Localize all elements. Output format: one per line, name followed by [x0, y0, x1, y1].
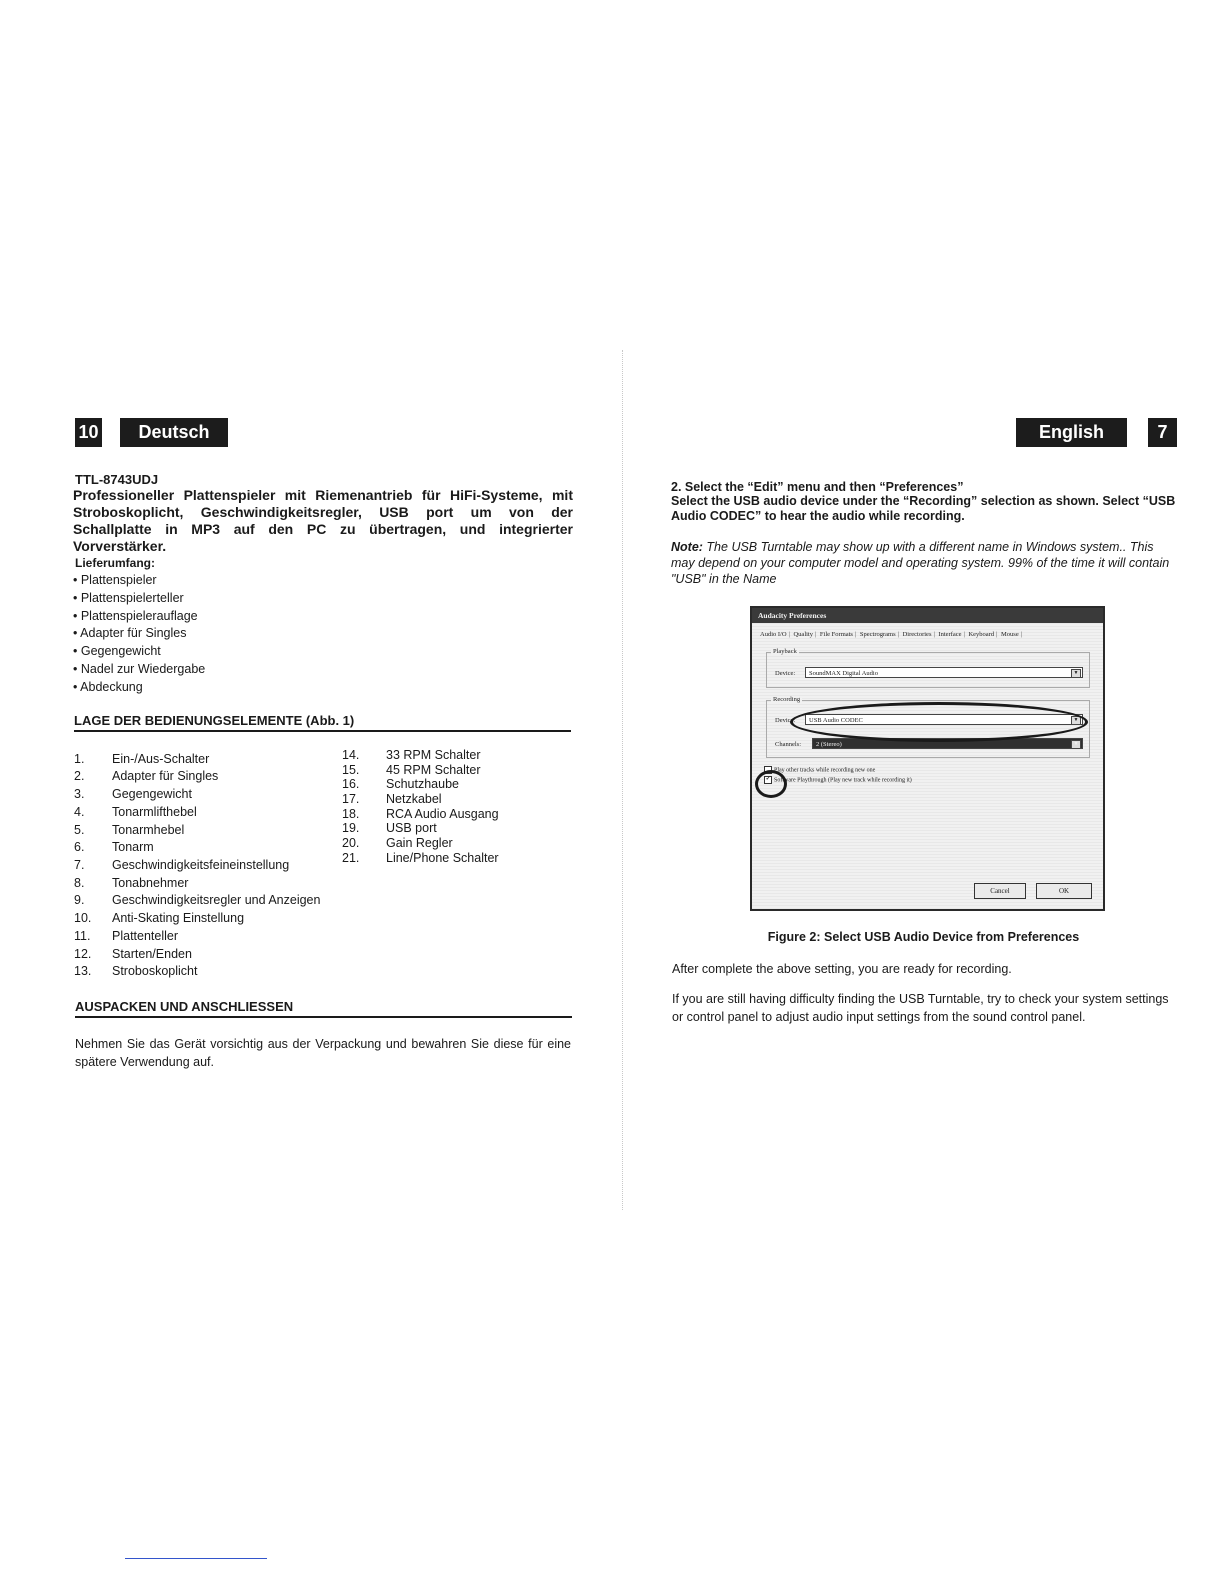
highlight-ellipse-recording-device [790, 702, 1088, 742]
unpack-paragraph: Nehmen Sie das Gerät vorsichtig aus der Verpackung und bewahren Sie diese für eine spätere Verwendung auf. [75, 1037, 571, 1069]
recording-group-label: Recording [773, 696, 801, 703]
list-item: • Abdeckung [73, 679, 143, 694]
chevron-down-icon[interactable]: ▼ [1071, 669, 1081, 678]
ok-button[interactable]: OK [1036, 883, 1092, 899]
list-item: 4. Tonarmlifthebel [74, 805, 197, 819]
page-number-badge-left: 10 [75, 418, 102, 447]
note-paragraph [671, 539, 1176, 587]
controls-list-left [74, 749, 344, 989]
list-item: • Plattenspielerauflage [73, 608, 198, 623]
tab-interface[interactable]: Interface [938, 631, 962, 638]
list-item: • Plattenspieler [73, 573, 157, 587]
list-item: 14. 33 RPM Schalter [342, 748, 481, 762]
tab-audio-io[interactable]: Audio I/O [760, 631, 787, 638]
list-item: • Nadel zur Wiedergabe [73, 661, 206, 676]
list-item: 7. Geschwindigkeitsfeineinstellung [74, 858, 290, 872]
list-item: 19. USB port [342, 821, 437, 835]
list-item: 6. Tonarm [74, 840, 154, 854]
dialog-title: Audacity Preferences [752, 608, 1103, 623]
unpack-section-heading: AUSPACKEN UND ANSCHLIESSEN [75, 999, 572, 1018]
controls-section-heading: LAGE DER BEDIENUNGSELEMENTE (Abb. 1) [74, 713, 571, 732]
channels-label: Channels: [775, 741, 801, 748]
after-setting-paragraph: After complete the above setting, you are ready for recording. [672, 962, 1012, 976]
model-number: TTL-8743UDJ [75, 472, 159, 487]
list-item: 10. Anti-Skating Einstellung [74, 911, 245, 925]
list-item: 16. Schutzhaube [342, 777, 459, 791]
controls-list-right [342, 748, 552, 878]
list-item: • Gegengewicht [73, 644, 161, 659]
list-item: 17. Netzkabel [342, 792, 442, 806]
list-item: 9. Geschwindigkeitsregler und Anzeigen [74, 893, 321, 907]
tab-file-formats[interactable]: File Formats [819, 631, 853, 638]
list-item: 2. Adapter für Singles [74, 769, 219, 783]
bottom-divider-line [125, 1558, 267, 1559]
chevron-down-icon[interactable]: ▼ [1071, 716, 1081, 725]
tab-mouse[interactable]: Mouse [1001, 631, 1019, 638]
recording-device-label: Device: [775, 717, 796, 724]
recording-device-select[interactable]: USB Audio CODEC ▼ [805, 714, 1083, 725]
tab-quality[interactable]: Quality [793, 631, 813, 638]
step-instruction: Select the USB audio device under the “Recording” selection as shown. Select “USB Audio CODEC” to hear the audio while recording. [671, 494, 1176, 523]
tab-spectrograms[interactable]: Spectrograms [859, 631, 896, 638]
language-badge-deutsch: Deutsch [120, 418, 228, 447]
checkmark-icon[interactable]: ✔ [765, 777, 771, 782]
list-item: 12. Starten/Enden [74, 947, 192, 961]
tab-keyboard[interactable]: Keyboard [968, 631, 995, 638]
list-item: • Plattenspielerteller [73, 590, 184, 605]
playback-group [766, 648, 1090, 688]
list-item: 21. Line/Phone Schalter [342, 851, 499, 865]
chevron-down-icon[interactable]: ▼ [1071, 740, 1081, 749]
list-item: 1. Ein-/Aus-Schalter [74, 752, 210, 766]
step-heading: 2. Select the “Edit” menu and then “Preferences” [671, 480, 964, 494]
note-text: The USB Turntable may show up with a different name in Windows system.. This may depend on your computer model and operating system. 99% of the time it will contain "USB" in the Name [671, 540, 1170, 586]
playback-device-label: Device: [775, 670, 796, 677]
highlight-circle-playthrough [755, 770, 787, 798]
list-item: 15. 45 RPM Schalter [342, 762, 481, 777]
list-item: 3. Gegengewicht [74, 787, 192, 801]
cancel-button[interactable]: Cancel [974, 883, 1026, 899]
tab-directories[interactable]: Directories [902, 631, 932, 638]
lieferumfang-list [73, 572, 205, 697]
page-number-badge-right: 7 [1148, 418, 1177, 447]
channels-select[interactable]: 2 (Stereo) ▼ [812, 738, 1083, 749]
list-item: 5. Tonarmhebel [74, 823, 185, 837]
playback-device-select[interactable]: SoundMAX Digital Audio ▼ [805, 667, 1083, 678]
list-item: • Adapter für Singles [73, 626, 187, 641]
list-item: 20. Gain Regler [342, 836, 453, 850]
lieferumfang-title: Lieferumfang: [75, 556, 156, 570]
checkbox-label: Software Playthrough (Play new track while recording it) [774, 777, 912, 784]
checkbox-label: Play other tracks while recording new one [774, 767, 876, 774]
page-gutter [622, 350, 623, 1210]
note-label: Note: [671, 540, 703, 554]
help-paragraph: If you are still having difficulty finding the USB Turntable, try to check your system settings or control panel to adjust audio input settings from the sound control panel. [672, 992, 1169, 1024]
audacity-preferences-dialog [750, 606, 1105, 911]
list-item: 18. RCA Audio Ausgang [342, 807, 499, 821]
product-subtitle: Professioneller Plattenspieler mit Riemenantrieb für HiFi-Systeme, mit Stroboskoplicht, Geschwindigkeitsregler, USB port um von der Schallplatte in MP3 auf den PC zu übertragen, und integrierter Vorverstärker. [73, 487, 573, 554]
figure-caption: Figure 2: Select USB Audio Device from Preferences [767, 930, 1080, 944]
list-item: 11. Plattenteller [74, 929, 179, 943]
dialog-tabs: Audio I/O | Quality | File Formats | Spectrograms | Directories | Interface | Keyboard | Mouse | [760, 631, 1023, 638]
list-item: 13. Stroboskoplicht [74, 964, 198, 978]
list-item: 8. Tonabnehmer [74, 876, 189, 890]
playback-group-label: Playback [773, 648, 797, 655]
language-badge-english: English [1016, 418, 1127, 447]
